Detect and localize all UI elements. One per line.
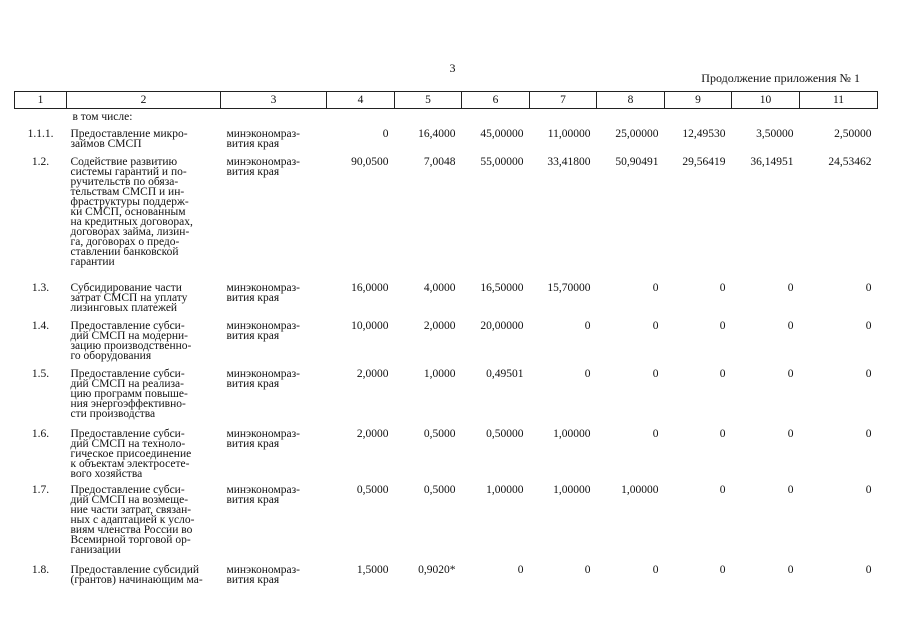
executor: минэкономраз- вития края: [226, 156, 300, 178]
amount-cell: 0: [787, 564, 794, 576]
amount-cell: 33,41800: [547, 156, 591, 168]
executor: минэкономраз- вития края: [226, 428, 300, 450]
column-header: 2: [67, 92, 221, 109]
amount-cell: 0: [517, 564, 524, 576]
row-index: 1.1.1.: [27, 128, 54, 140]
column-header: 5: [395, 92, 462, 109]
amount-cell: 0: [865, 282, 872, 294]
amount-cell: 25,00000: [615, 128, 659, 140]
including-row: [15, 109, 878, 126]
budget-table: [14, 91, 878, 587]
amount-cell: 0,9020*: [418, 564, 456, 576]
amount-cell: 15,70000: [547, 282, 591, 294]
row-index: 1.7.: [31, 484, 50, 496]
table-row: [15, 365, 878, 425]
amount-cell: 0,50000: [486, 428, 524, 440]
amount-cell: 12,49530: [682, 128, 726, 140]
amount-cell: 0: [787, 368, 794, 380]
amount-cell: 1,00000: [553, 484, 591, 496]
measure-name: Предоставление субсидий (грантов) начинающим ма-: [70, 564, 203, 586]
measure-name: Предоставление субси- дий СМСП на возмеще- ние части затрат, связан- ных с адаптацией к усло- виям членства России во Всемирной торговой ор- ганизации: [70, 484, 195, 556]
amount-cell: 2,0000: [423, 320, 456, 332]
column-header: 1: [15, 92, 67, 109]
executor: минэкономраз- вития края: [226, 282, 300, 304]
amount-cell: 0: [719, 484, 726, 496]
amount-cell: 16,0000: [351, 282, 389, 294]
amount-cell: 0,49501: [486, 368, 524, 380]
amount-cell: 0: [865, 428, 872, 440]
amount-cell: 16,4000: [418, 128, 456, 140]
amount-cell: 0: [719, 428, 726, 440]
measure-name: Предоставление субси- дий СМСП на реализа- цию программ повыше- ния энергоэффективно- сти производства: [70, 368, 188, 420]
executor: минэкономраз- вития края: [226, 368, 300, 390]
amount-cell: 0: [787, 282, 794, 294]
amount-cell: 24,53462: [828, 156, 872, 168]
amount-cell: 1,0000: [423, 368, 456, 380]
table-row: [15, 425, 878, 481]
continuation-label: Продолжение приложения № 1: [701, 71, 860, 85]
amount-cell: 36,14951: [750, 156, 794, 168]
measure-name: Предоставление субси- дий СМСП на модерни- зацию производственно- го оборудования: [70, 320, 192, 362]
amount-cell: 11,00000: [547, 128, 591, 140]
amount-cell: 0: [719, 368, 726, 380]
amount-cell: 0: [584, 564, 591, 576]
amount-cell: 3,50000: [756, 128, 794, 140]
amount-cell: 2,0000: [356, 428, 389, 440]
amount-cell: 0: [652, 428, 659, 440]
row-index: 1.2.: [31, 156, 50, 168]
amount-cell: 2,50000: [834, 128, 872, 140]
amount-cell: 0: [865, 484, 872, 496]
amount-cell: 0: [719, 282, 726, 294]
amount-cell: 10,0000: [351, 320, 389, 332]
amount-cell: 2,0000: [356, 368, 389, 380]
amount-cell: 0: [584, 368, 591, 380]
amount-cell: 0: [719, 320, 726, 332]
amount-cell: 45,00000: [480, 128, 524, 140]
amount-cell: 0: [787, 484, 794, 496]
column-header: 3: [221, 92, 327, 109]
amount-cell: 0: [787, 428, 794, 440]
table-row: [15, 317, 878, 365]
table-row: [15, 481, 878, 561]
amount-cell: 0: [652, 282, 659, 294]
table-row: [15, 279, 878, 317]
column-header: 10: [732, 92, 800, 109]
column-header: 11: [800, 92, 878, 109]
column-header: 9: [665, 92, 732, 109]
measure-name: Предоставление микро- займов СМСП: [70, 128, 188, 150]
amount-cell: 50,90491: [615, 156, 659, 168]
amount-cell: 0: [652, 320, 659, 332]
row-index: 1.8.: [31, 564, 50, 576]
amount-cell: 0: [865, 564, 872, 576]
amount-cell: 0,5000: [423, 428, 456, 440]
amount-cell: 0,5000: [356, 484, 389, 496]
measure-name: Содействие развитию системы гарантий и по- ручительств по обяза- тельствам СМСП и ин- фраструктуры поддерж- ки СМСП, основанным на кредитных договорах, договорах займа, лизин- га, договорах о предо- ставлении банковской гарантии: [70, 156, 193, 268]
column-number-row: [15, 92, 878, 109]
measure-name: Предоставление субси- дий СМСП на техноло- гическое присоединение к объектам электросете- вого хозяйства: [70, 428, 192, 480]
column-header: 4: [327, 92, 395, 109]
page-number: 3: [449, 61, 456, 75]
executor: минэкономраз- вития края: [226, 128, 300, 150]
amount-cell: 0: [787, 320, 794, 332]
row-index: 1.3.: [31, 282, 50, 294]
amount-cell: 7,0048: [423, 156, 456, 168]
column-header: 7: [530, 92, 597, 109]
executor: минэкономраз- вития края: [226, 484, 300, 506]
table-row: [15, 125, 878, 153]
amount-cell: 20,00000: [480, 320, 524, 332]
column-header: 8: [597, 92, 665, 109]
amount-cell: 29,56419: [682, 156, 726, 168]
amount-cell: 0: [652, 564, 659, 576]
table-row: [15, 153, 878, 279]
amount-cell: 1,00000: [553, 428, 591, 440]
table-row: [15, 561, 878, 587]
executor: минэкономраз- вития края: [226, 320, 300, 342]
amount-cell: 0: [719, 564, 726, 576]
amount-cell: 16,50000: [480, 282, 524, 294]
row-index: 1.4.: [31, 320, 50, 332]
amount-cell: 0: [865, 320, 872, 332]
column-header: 6: [462, 92, 530, 109]
row-index: 1.5.: [31, 368, 50, 380]
executor: минэкономраз- вития края: [226, 564, 300, 586]
amount-cell: 0: [652, 368, 659, 380]
amount-cell: 1,5000: [356, 564, 389, 576]
amount-cell: 0,5000: [423, 484, 456, 496]
amount-cell: 90,0500: [351, 156, 389, 168]
including-label: в том числе:: [72, 111, 133, 123]
amount-cell: 0: [865, 368, 872, 380]
amount-cell: 1,00000: [621, 484, 659, 496]
row-index: 1.6.: [31, 428, 50, 440]
amount-cell: 0: [382, 128, 389, 140]
amount-cell: 4,0000: [423, 282, 456, 294]
amount-cell: 0: [584, 320, 591, 332]
amount-cell: 1,00000: [486, 484, 524, 496]
amount-cell: 55,00000: [480, 156, 524, 168]
measure-name: Субсидирование части затрат СМСП на уплату лизинговых платежей: [70, 282, 188, 314]
